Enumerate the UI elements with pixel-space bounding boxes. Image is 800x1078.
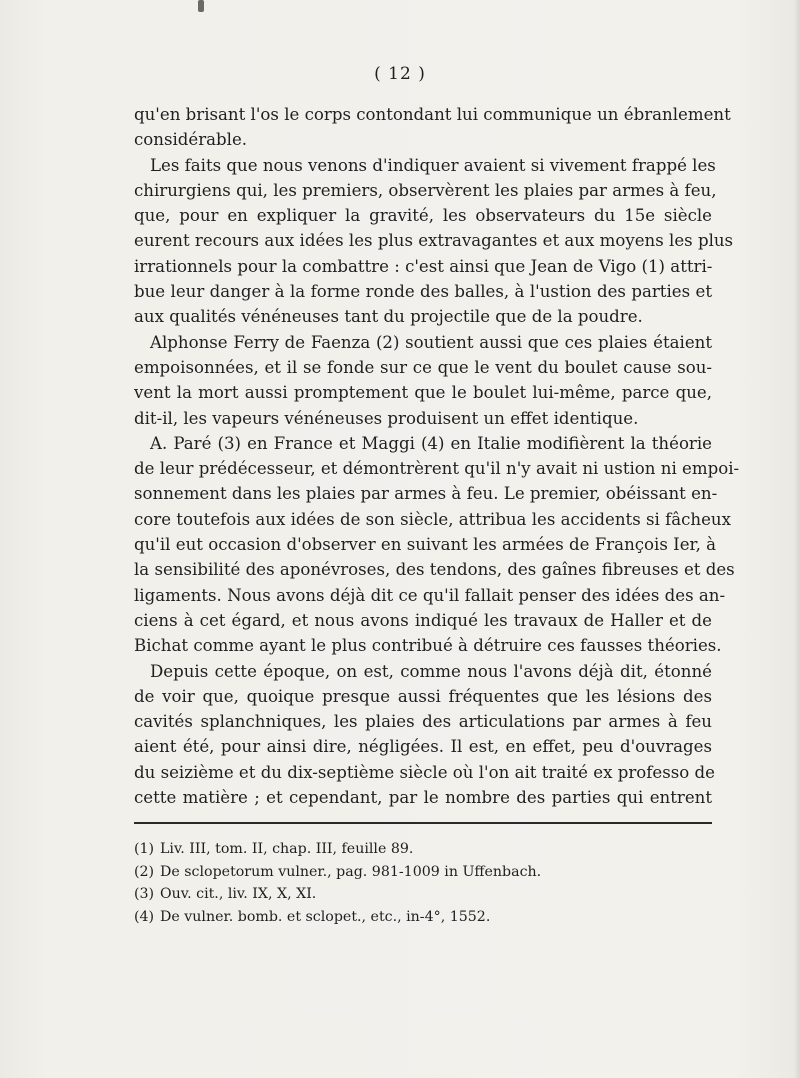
footnote <box>134 838 712 861</box>
footnote-text: De sclopetorum vulner., pag. 981-1009 in Uffenbach. <box>160 863 542 880</box>
footnote-text: Liv. III, tom. II, chap. III, feuille 89. <box>160 841 414 857</box>
ink-smudge <box>198 0 204 12</box>
text-line: la sensibilité des aponévroses, des tendons, des gaînes fibreuses et des <box>134 560 735 580</box>
footnote <box>134 906 712 929</box>
footnote-number: (4) <box>134 908 155 925</box>
footnote-rule <box>134 822 712 824</box>
footnote-number: (2) <box>134 863 155 880</box>
text-line: Les faits que nous venons d'indiquer avaient si vivement frappé les <box>150 155 716 175</box>
footnote-number: (3) <box>134 886 155 903</box>
text-line: core toutefois aux idées de son siècle, attribua les accidents si fâcheux <box>134 509 731 529</box>
text-line: empoisonnées, et il se fonde sur ce que le vent du boulet cause sou- <box>134 357 712 377</box>
text-line: qu'il eut occasion d'observer en suivant les armées de François Ier, à <box>134 535 717 555</box>
text-line: aux qualités vénéneuses tant du projectile que de la poudre. <box>134 307 643 327</box>
text-line: ligaments. Nous avons déjà dit ce qu'il fallait penser des idées des an- <box>134 585 726 605</box>
text-line: eurent recours aux idées les plus extravagantes et aux moyens les plus <box>134 231 734 251</box>
footnote-text: De vulner. bomb. et sclopet., etc., in-4°, 1552. <box>160 908 491 925</box>
text-line: cette matière ; et cependant, par le nombre des parties qui entrent <box>134 788 712 808</box>
text-line: aient été, pour ainsi dire, négligées. Il est, en effet, peu d'ouvrages <box>134 737 712 757</box>
text-line: de leur prédécesseur, et démontrèrent qu'il n'y avait ni ustion ni empoi- <box>134 459 740 479</box>
text-line: Alphonse Ferry de Faenza (2) soutient aussi que ces plaies étaient <box>150 332 712 352</box>
text-line: que, pour en expliquer la gravité, les observateurs du 15e siècle <box>134 206 712 226</box>
text-line: cavités splanchniques, les plaies des articulations par armes à feu <box>134 712 712 732</box>
text-line: qu'en brisant l'os le corps contondant lui communique un ébranlement <box>134 105 731 124</box>
body-text <box>134 102 740 810</box>
text-line: dit-il, les vapeurs vénéneuses produisent un effet identique. <box>134 408 639 428</box>
footnotes <box>134 838 712 928</box>
text-line: Bichat comme ayant le plus contribué à détruire ces fausses théories. <box>134 636 722 656</box>
text-line: irrationnels pour la combattre : c'est ainsi que Jean de Vigo (1) attri- <box>134 256 713 276</box>
page-edge-shadow <box>794 0 800 1078</box>
footnote <box>134 861 712 884</box>
text-line: de voir que, quoique presque aussi fréquentes que les lésions des <box>134 686 712 706</box>
page-number: ( 12 ) <box>374 64 426 84</box>
text-line: considérable. <box>134 130 248 150</box>
footnote <box>134 883 712 906</box>
footnote-text: Ouv. cit., liv. IX, X, XI. <box>160 886 317 903</box>
text-line: chirurgiens qui, les premiers, observèrent les plaies par armes à feu, <box>134 180 717 200</box>
text-line: ciens à cet égard, et nous avons indiqué les travaux de Haller et de <box>134 610 712 630</box>
footnote-number: (1) <box>134 841 155 857</box>
text-line: A. Paré (3) en France et Maggi (4) en Italie modifièrent la théorie <box>150 433 712 453</box>
text-line: Depuis cette époque, on est, comme nous l'avons déjà dit, étonné <box>150 661 712 681</box>
text-line: vent la mort aussi promptement que le boulet lui-même, parce que, <box>134 383 712 403</box>
text-line: bue leur danger à la forme ronde des balles, à l'ustion des parties et <box>134 282 712 302</box>
text-line: sonnement dans les plaies par armes à feu. Le premier, obéissant en- <box>134 484 718 504</box>
text-line: du seizième et du dix-septième siècle où l'on ait traité ex professo de <box>134 762 715 782</box>
